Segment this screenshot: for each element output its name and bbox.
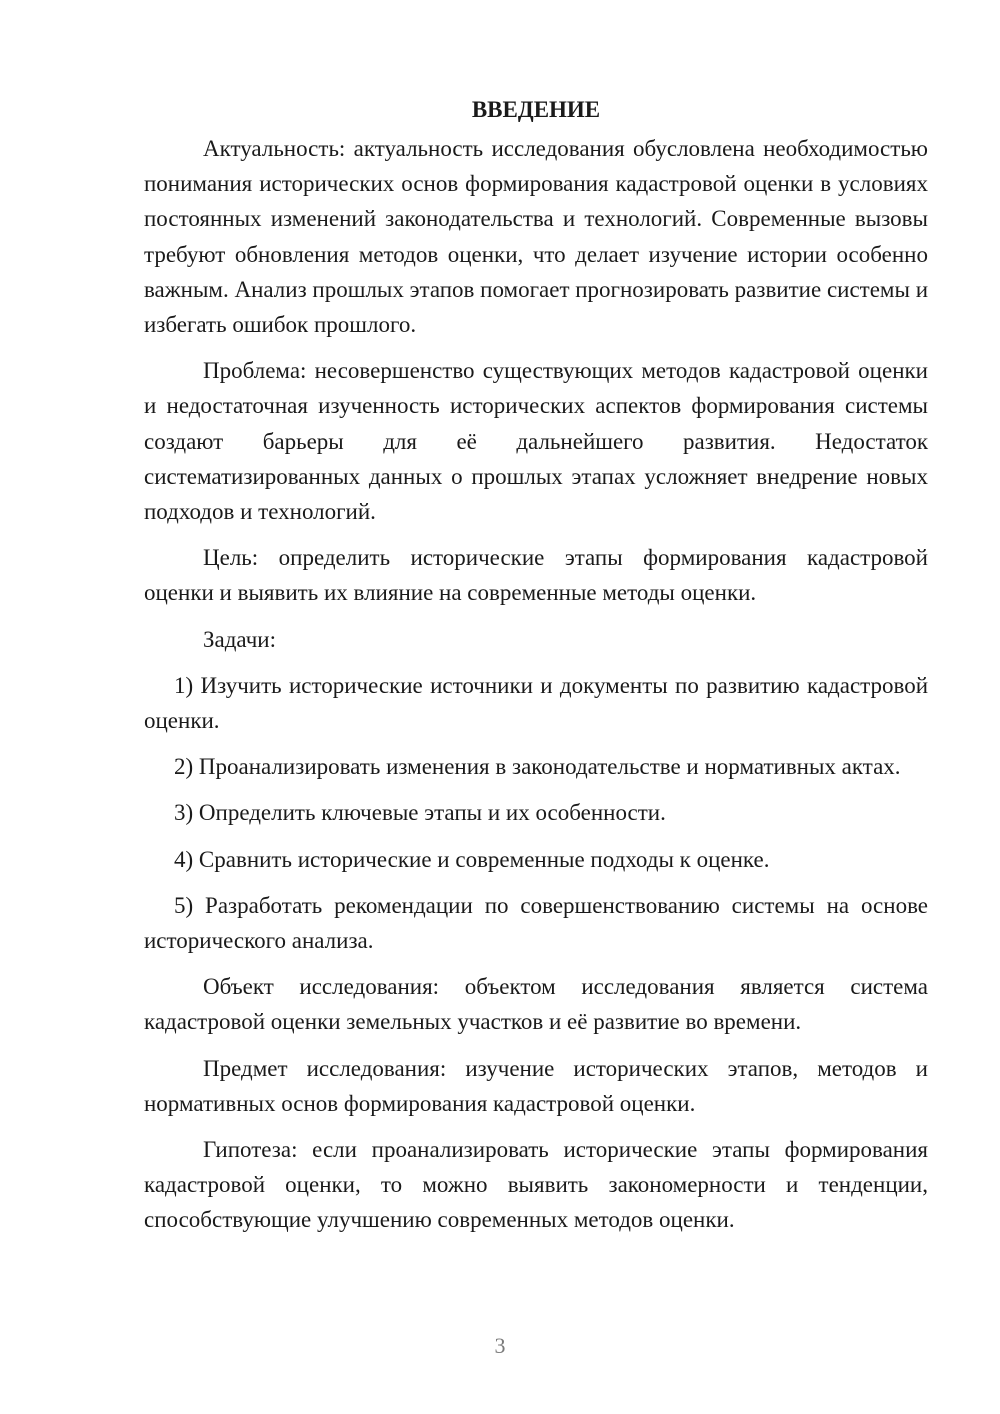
page-number: 3: [494, 1333, 506, 1358]
object-paragraph: Объект исследования: объектом исследования является система кадастровой оценки земельных участков и её развитие во времени.: [144, 974, 928, 1035]
task-item: 1) Изучить исторические источники и документы по развитию кадастровой оценки.: [144, 672, 928, 734]
relevance-paragraph: Актуальность: актуальность исследования обусловлена необходимостью понимания исторических основ формирования кадастровой оценки в условиях постоянных изменений законодательства и технологий. Современные вызовы требуют обновления методов оценки, что делает изучение истории особенно важным. Анализ прошлых этапов помогает прогнозировать развитие системы и избегать ошибок прошлого.: [144, 136, 928, 338]
task-item: 3) Определить ключевые этапы и их особенности.: [174, 800, 666, 826]
page-content: [144, 92, 928, 1249]
subject-paragraph: Предмет исследования: изучение исторических этапов, методов и нормативных основ формирования кадастровой оценки.: [144, 1055, 928, 1116]
task-item: 4) Сравнить исторические и современные подходы к оценке.: [174, 846, 770, 872]
goal-paragraph: Цель: определить исторические этапы формирования кадастровой оценки и выявить их влияние на современные методы оценки.: [144, 545, 928, 606]
task-item: 5) Разработать рекомендации по совершенствованию системы на основе исторического анализа.: [144, 892, 928, 954]
section-title: ВВЕДЕНИЕ: [471, 97, 601, 122]
tasks-heading: Задачи:: [203, 626, 276, 652]
problem-paragraph: Проблема: несовершенство существующих методов кадастровой оценки и недостаточная изученность исторических аспектов формирования системы создают барьеры для её дальнейшего развития. Недостаток систематизированных данных о прошлых этапах усложняет внедрение новых подходов и технологий.: [144, 358, 928, 525]
hypothesis-paragraph: Гипотеза: если проанализировать исторические этапы формирования кадастровой оценки, то можно выявить закономерности и тенденции, способствующие улучшению современных методов оценки.: [144, 1137, 928, 1233]
task-item: 2) Проанализировать изменения в законодательстве и нормативных актах.: [174, 754, 901, 780]
